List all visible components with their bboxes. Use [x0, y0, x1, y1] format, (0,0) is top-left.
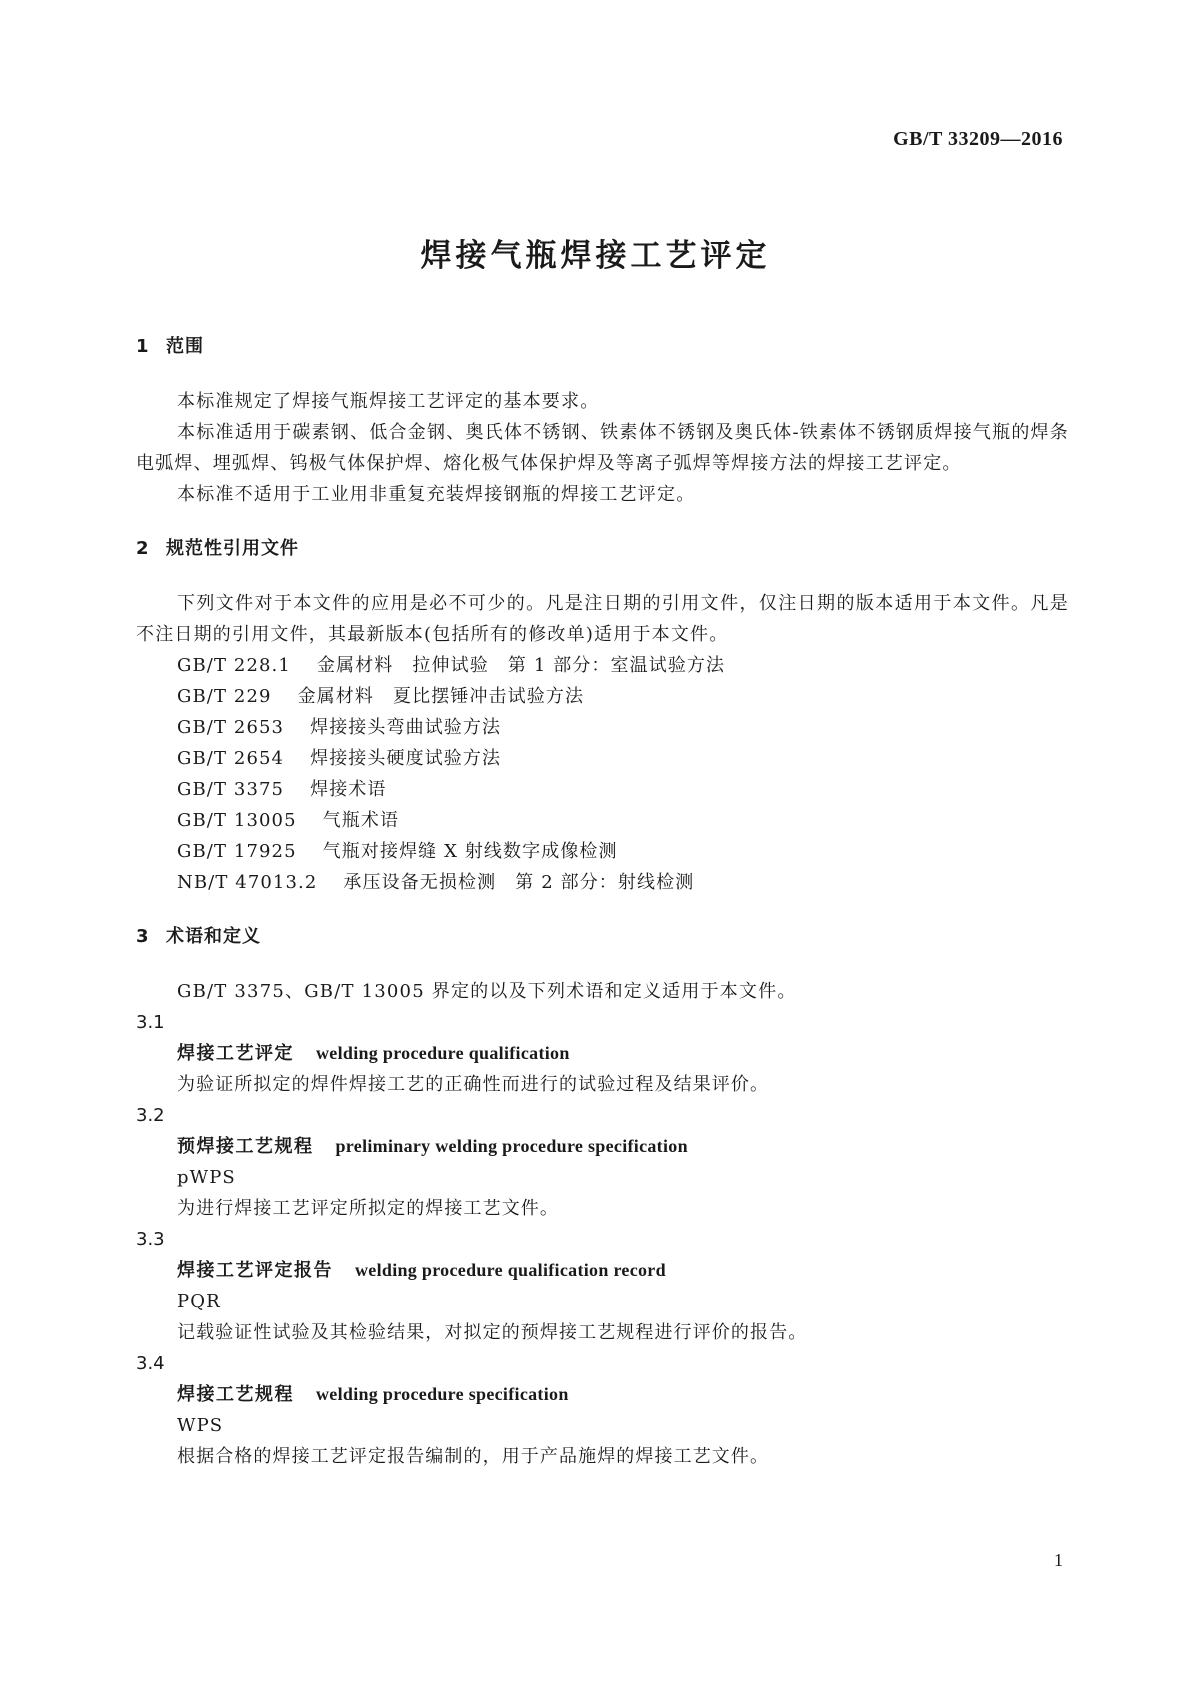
section-title: 范围 [166, 336, 204, 357]
term-name-en: preliminary welding procedure specification [335, 1136, 688, 1156]
term-name [136, 1131, 1069, 1162]
term-name-zh: 焊接工艺评定报告 [177, 1260, 333, 1281]
term-abbreviation: pWPS [177, 1167, 236, 1188]
standard-code: GB/T 33209—2016 [893, 128, 1063, 150]
term-abbreviation: PQR [177, 1291, 221, 1312]
term-name [136, 1255, 1069, 1286]
reference-title: 承压设备无损检测 第 2 部分：射线检测 [343, 872, 695, 893]
reference-title: 金属材料 夏比摆锤冲击试验方法 [297, 686, 585, 707]
term-number: 3.3 [136, 1229, 165, 1250]
paragraph: 本标准适用于碳素钢、低合金钢、奥氏体不锈钢、铁素体不锈钢及奥氏体-铁素体不锈钢质焊接气瓶的焊条电弧焊、埋弧焊、钨极气体保护焊、熔化极气体保护焊及等离子弧焊等焊接方法的焊接工艺评定。 [136, 422, 1069, 474]
section-heading-scope [136, 332, 1069, 362]
term-definition: 为进行焊接工艺评定所拟定的焊接工艺文件。 [177, 1198, 559, 1219]
term-definition: 记载验证性试验及其检验结果，对拟定的预焊接工艺规程进行评价的报告。 [177, 1322, 808, 1343]
reference-item [136, 805, 1069, 836]
reference-item [136, 712, 1069, 743]
reference-code: GB/T 13005 [177, 810, 297, 831]
section-number: 2 [136, 538, 150, 559]
reference-code: GB/T 3375 [177, 779, 285, 800]
term-definition: 为验证所拟定的焊件焊接工艺的正确性而进行的试验过程及结果评价。 [177, 1074, 770, 1095]
term-name-en: welding procedure specification [316, 1384, 569, 1404]
paragraph: GB/T 3375、GB/T 13005 界定的以及下列术语和定义适用于本文件。 [177, 981, 797, 1002]
term-number: 3.2 [136, 1105, 165, 1126]
section-number: 3 [136, 926, 150, 947]
reference-code: GB/T 17925 [177, 841, 297, 862]
reference-code: GB/T 2654 [177, 748, 285, 769]
term-name [136, 1038, 1069, 1069]
document-title: 焊接气瓶焊接工艺评定 [420, 238, 771, 274]
reference-title: 金属材料 拉伸试验 第 1 部分：室温试验方法 [316, 655, 726, 676]
reference-item [136, 650, 1069, 681]
reference-code: NB/T 47013.2 [177, 872, 318, 893]
reference-item [136, 743, 1069, 774]
reference-title: 气瓶对接焊缝 X 射线数字成像检测 [322, 841, 618, 862]
reference-title: 焊接接头弯曲试验方法 [310, 717, 502, 738]
term-name [136, 1379, 1069, 1410]
reference-code: GB/T 228.1 [177, 655, 291, 676]
term-number: 3.4 [136, 1353, 165, 1374]
reference-code: GB/T 2653 [177, 717, 285, 738]
reference-item [136, 867, 1069, 898]
term-name-zh: 预焊接工艺规程 [177, 1136, 314, 1157]
section-heading-normative-refs [136, 534, 1069, 564]
page-number: 1 [1054, 1550, 1063, 1570]
paragraph: 本标准规定了焊接气瓶焊接工艺评定的基本要求。 [177, 391, 600, 412]
reference-item [136, 681, 1069, 712]
section-title: 规范性引用文件 [166, 538, 299, 559]
term-name-en: welding procedure qualification [316, 1043, 570, 1063]
reference-title: 焊接接头硬度试验方法 [310, 748, 502, 769]
document-body [136, 332, 1069, 1472]
term-abbreviation: WPS [177, 1415, 224, 1436]
reference-title: 气瓶术语 [322, 810, 400, 831]
term-name-en: welding procedure qualification record [355, 1260, 666, 1280]
paragraph: 下列文件对于本文件的应用是必不可少的。凡是注日期的引用文件，仅注日期的版本适用于本文件。凡是不注日期的引用文件，其最新版本(包括所有的修改单)适用于本文件。 [136, 593, 1069, 645]
section-number: 1 [136, 336, 150, 357]
reference-item [136, 836, 1069, 867]
reference-item [136, 774, 1069, 805]
term-name-zh: 焊接工艺评定 [177, 1043, 294, 1064]
term-number: 3.1 [136, 1012, 165, 1033]
reference-code: GB/T 229 [177, 686, 272, 707]
section-heading-terms [136, 922, 1069, 952]
term-definition: 根据合格的焊接工艺评定报告编制的，用于产品施焊的焊接工艺文件。 [177, 1446, 770, 1467]
section-title: 术语和定义 [166, 926, 261, 947]
reference-title: 焊接术语 [310, 779, 387, 800]
reference-list [136, 650, 1069, 898]
paragraph: 本标准不适用于工业用非重复充装焊接钢瓶的焊接工艺评定。 [177, 484, 696, 505]
term-name-zh: 焊接工艺规程 [177, 1384, 294, 1405]
